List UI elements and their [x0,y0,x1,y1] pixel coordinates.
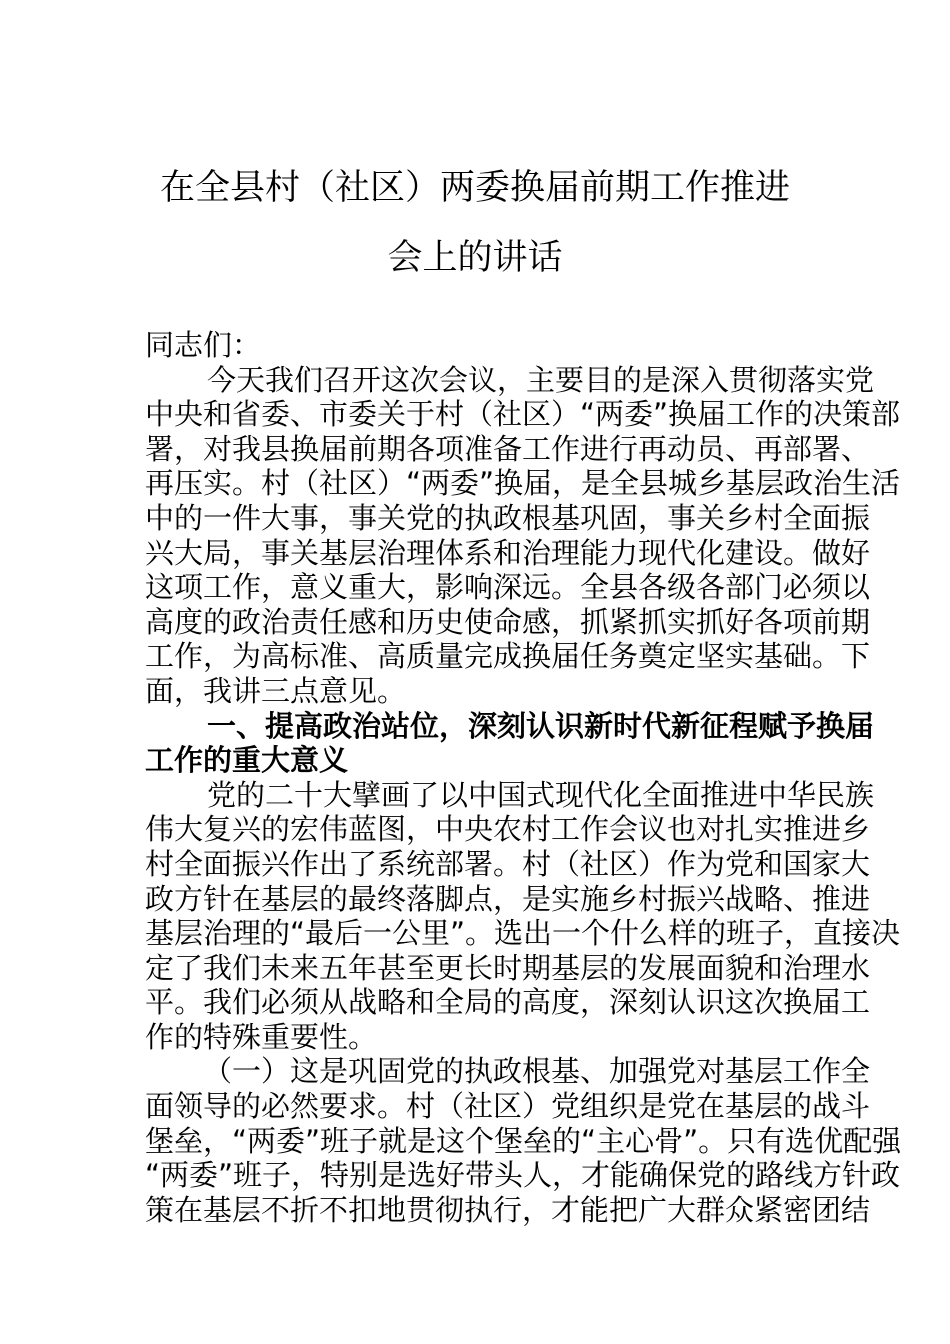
section-heading: 一、提高政治站位，深刻认识新时代新征程赋予换届 [207,708,875,743]
body-line: 策在基层不折不扣地贯彻执行，才能把广大群众紧密团结 [145,1192,871,1227]
salutation: 同志们： [145,328,262,362]
document-body [145,328,902,1227]
body-line: 高度的政治责任感和历史使命感，抓紧抓实抓好各项前期 [145,604,871,639]
body-line: 党的二十大擘画了以中国式现代化全面推进中华民族 [207,777,875,812]
body-line: 中的一件大事，事关党的执政根基巩固，事关乡村全面振 [145,500,871,535]
body-line: 村全面振兴作出了系统部署。村（社区）作为党和国家大 [145,846,871,881]
body-line: 堡垒，“两委”班子就是这个堡垒的“主心骨”。只有选优配强 [145,1123,902,1158]
body-line: “两委”班子，特别是选好带头人，才能确保党的路线方针政 [145,1158,901,1193]
body-line: 定了我们未来五年甚至更长时期基层的发展面貌和治理水 [145,950,871,985]
body-line: 兴大局，事关基层治理体系和治理能力现代化建设。做好 [145,535,871,570]
body-line: 面领导的必然要求。村（社区）党组织是党在基层的战斗 [145,1089,871,1124]
subsection-line: （一）这是巩固党的执政根基、加强党对基层工作全 [203,1054,871,1089]
body-line: 作的特殊重要性。 [145,1019,378,1054]
section-heading: 工作的重大意义 [145,743,349,778]
body-line: 工作，为高标准、高质量完成换届任务奠定坚实基础。下 [145,639,871,674]
body-line: 这项工作，意义重大，影响深远。全县各级各部门必须以 [145,570,871,605]
body-line: 今天我们召开这次会议，主要目的是深入贯彻落实党 [207,362,875,397]
body-line: 署，对我县换届前期各项准备工作进行再动员、再部署、 [145,431,871,466]
body-line: 平。我们必须从战略和全局的高度，深刻认识这次换届工 [145,985,871,1020]
body-line: 基层治理的“最后一公里”。选出一个什么样的班子，直接决 [145,916,901,951]
document-title-line-1: 在全县村（社区）两委换届前期工作推进 [159,168,790,208]
document-title-line-2: 会上的讲话 [387,238,563,278]
body-line: 中央和省委、市委关于村（社区）“两委”换届工作的决策部 [145,397,901,432]
body-line: 再压实。村（社区）“两委”换届，是全县城乡基层政治生活 [145,466,901,501]
body-line: 面，我讲三点意见。 [145,673,407,708]
body-line: 政方针在基层的最终落脚点，是实施乡村振兴战略、推进 [145,881,871,916]
body-line: 伟大复兴的宏伟蓝图，中央农村工作会议也对扎实推进乡 [145,812,871,847]
